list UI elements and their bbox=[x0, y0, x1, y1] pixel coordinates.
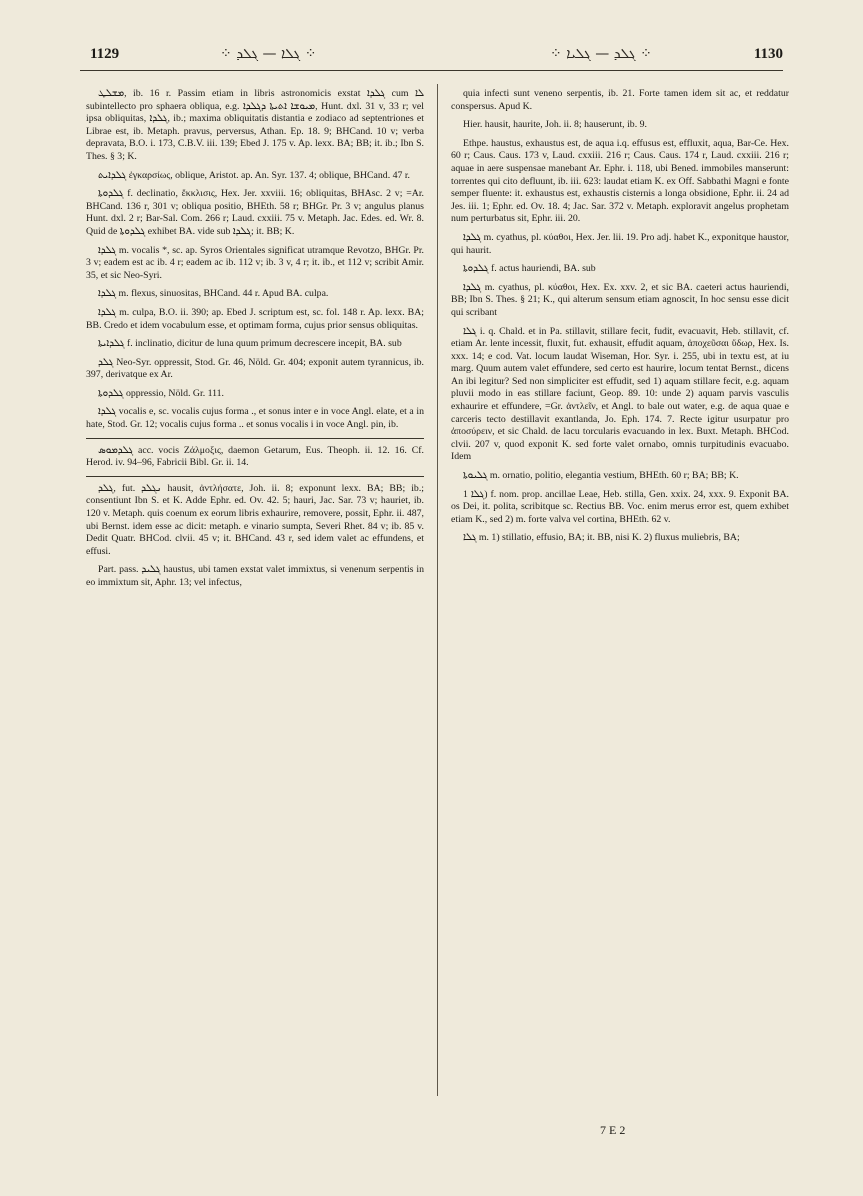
entry: ܓܠܕܐ m. culpa, B.O. ii. 390; ap. Ebed J. scriptum est, sc. fol. 148 r. Ap. lexx. BA; BB. Credo et idem vocabulum esse, et optimam forma, cujus prior sensus obliquitas. bbox=[86, 306, 424, 331]
left-page-number: 1129 bbox=[90, 46, 120, 62]
left-running-head: ⁘ ܓܠܐ — ܓܠܕ ⁘ bbox=[220, 46, 317, 62]
column-divider bbox=[437, 84, 438, 1096]
entry: Ethpe. haustus, exhaustus est, de aqua i.q. effusus est, effluxit, aqua, Bar-Ce. Hex. 60 r; Caus. Caus. 173 v, Laud. cxxiii. 216 r; Caus. Caus. 174 r, Laud. cxxiii. 216 r; aquae in aere suspensae manebant Ar. Ephr. i. 118, ubi Bened. immobiles manserunt: torrentes qui cito defluunt, ib. iii. 623: laudat etiam K. ex Off. Sabbathi Magni e fonte semper fluente: it. exhaustus est, exhaustis cisternis a longa obsidione, Ephr. ii. 24 ad Jes. iii. 1; Ephr. ed. Ov. 18. 4; Jac. Sar. 372 v. Metaph. exploravit angelus prophetam num perturbatus sit, Ephr. iii. 20. bbox=[451, 137, 789, 225]
entry: ܓܠܐ 1) f. nom. prop. ancillae Leae, Heb. stilla, Gen. xxix. 24, xxx. 9. Exponit BA. os Dei, it. polita, scribitque sc. Rectius BB. Voc. enim merus error est, quem exhibet etiam K., sed 2) m. forte valva vel cortina, BHEth. 62 v. bbox=[451, 488, 789, 525]
entry: ܓܠܕ Neo-Syr. oppressit, Stod. Gr. 46, Nöld. Gr. 404; exponit autem tyrannicus, ib. 397, derivatque ex Ar. bbox=[86, 356, 424, 381]
right-column bbox=[451, 88, 789, 1106]
entry: ܓܠܝܘܬܐ m. ornatio, politio, elegantia vestium, BHEth. 60 r; BA; BB; K. bbox=[463, 470, 739, 482]
entry: ܓܠܕܐ vocalis e, sc. vocalis cujus forma ., et sonus inter e in voce Angl. elate, et a in hate, Stod. Gr. 12; vocalis cujus forma .. et sonus vocalis i in voce Angl. pin, ib. bbox=[86, 406, 424, 431]
section-rule bbox=[86, 438, 424, 439]
right-page-number: 1130 bbox=[753, 46, 783, 62]
entry: ܓܠܕܐ m. vocalis *, sc. ap. Syros Orientales significat utramque Revotzo, BHGr. Pr. 3 v; eadem est ac ib. 4 r; eadem ac ib. 112 v; ib. 3 v, 4 r; it. ib., et 112 v; scribit Amir. 35, et sic Neo-Syri. bbox=[86, 244, 424, 281]
right-running-head: ⁘ ܓܠܕ — ܓܠܝܐ ⁘ bbox=[550, 46, 652, 62]
entry: ܓܠܕ, fut. ܢܓܠܕ hausit, ἀντλήσατε, Joh. ii. 8; exponunt lexx. BA; BB; ib.; consentiunt Ibn S. et K. Adde Ephr. ed. Ov. 42. 5; hauri, Jac. Sar. 73 v; hauriet, ib. 120 v. Metaph. quis coenum ex eorum libris exhaurire, removere, possit, Ephr. ii. 487, ubi Bernst. idem esse ac dicit: metaph. e vinario sumpta, Severi Rhet. 84 v; ib. 85 v. Dedit Quatr. BHCod. clvii. 45 v; it. BHCand. 43 r, sed idem valet ac effundens, et effusi. bbox=[86, 482, 424, 557]
entry: ܓܠܕܐ m. flexus, sinuositas, BHCand. 44 r. Apud BA. culpa. bbox=[98, 288, 329, 300]
entry: ܓܠܐ i. q. Chald. et in Pa. stillavit, stillare fecit, fudit, evacuavit, Heb. stillavit, cf. etiam Ar. lente incessit, fluxit, fut. exhausit, effudit aquam, ἀποχεῦσαι ὕδωρ, Hex. Is. xxx. 14; e cod. Vat. locum laudat Wiseman, Hor. Syr. i. 255, ubi in textu est, at iu marg. Quum autem valet effundere, sed certo est haurire, locum tentat Bernst., dicens An ibi legitur? Sed non simpliciter est effudit, sed 1) aquam stillare fecit, e.g. aquam pluvii modo in eas stillare faciunt, Geop. 89. 10: unde 2) aquam parvis vasculis exhaurire et effundere, =Gr. ἀντλεῖν, et Angl. to bale out water, e.g. de aqua quae e carceris tecto destillavit exantlanda, Jo. Eph. 174. 7. Recte igitur usurpatur pro ἀποσύρειν, et sic Chald. de lacu torcularis evacuando in lex. Buxt. Metaph. BHCod. clvii. 207 v, quod exponit K. sed forte valet ornabo, omnis turpitudinis evacuabo. Idem bbox=[451, 325, 789, 463]
entry: ܡܫܠܛ, ib. 16 r. Passim etiam in libris astronomicis exstat ܓܠܕܐ cum ܠܐ subintellecto pro sphaera obliqua, e.g. ܡܝܘܫܐ ܐܬܝܬܐ ܕܓܠܕܐ, Hunt. dxl. 31 v, 33 r; vel ipsa obliquitas, ܓܠܕܐ, ib.; maxima obliquitatis distantia e zodiaco ad septentriones et Librae est, ib. Metaph. pravus, perversus, Athan. Ep. 18. 9; BHCand. 10 v; verba depravata, B.O. i. 173, C.B.V. iii. 139; Ebed J. 175 v. Ap. lexx. BA; BB; it. ib.; Ibn S. Thes. § 3; K. bbox=[86, 88, 424, 162]
entry: ܓܠܕܘܬܐ f. actus hauriendi, BA. sub bbox=[463, 263, 596, 275]
entry: Part. pass. ܓܠܝܕ haustus, ubi tamen exstat valet immixtus, si venenum serpentis in eo immixtum sit, Aphr. 13; vel infectus, bbox=[86, 564, 424, 588]
entry: quia infecti sunt veneno serpentis, ib. 21. Forte tamen idem sit ac, et reddatur conspersus. Apud K. bbox=[451, 88, 789, 112]
entry: Hier. hausit, haurite, Joh. ii. 8; hauserunt, ib. 9. bbox=[463, 119, 647, 131]
footnote-entry: ܓܠܕܡܘܣ acc. vocis Ζάλμοξις, daemon Getarum, Eus. Theoph. ii. 12. 16. Cf. Herod. iv. 94–96, Fabricii Bibl. Gr. ii. 14. bbox=[86, 444, 424, 469]
entry: ܓܠܕܐ m. cyathus, pl. κύαθοι, Hex. Ex. xxv. 2, et sic BA. caeteri actus hauriendi, BB; Ibn S. Thes. § 21; K., qui alterum sensum etiam agnoscit, In hoc sensu esse dicit qui scribant bbox=[451, 281, 789, 318]
entry: ܓܠܕܘܬܐ oppressio, Nöld. Gr. 111. bbox=[98, 387, 225, 399]
signature-mark: 7 E 2 bbox=[600, 1123, 626, 1137]
section-rule bbox=[86, 476, 424, 477]
page-header bbox=[80, 44, 783, 68]
entry: ܓܠܐ m. 1) stillatio, effusio, BA; it. BB, nisi K. 2) fluxus muliebris, BA; bbox=[463, 532, 740, 544]
entry: ܓܠܕܐܝܬ ἐγκαρσίως, oblique, Aristot. ap. An. Syr. 137. 4; oblique, BHCand. 47 r. bbox=[98, 169, 411, 181]
entry: ܓܠܕܐܝܬܐ f. inclinatio, dicitur de luna quum primum decrescere incepit, BA. sub bbox=[98, 338, 402, 350]
header-rule bbox=[80, 70, 783, 71]
left-column bbox=[86, 88, 424, 1106]
entry: ܓܠܕܘܬܐ f. declinatio, ἔκκλισις, Hex. Jer. xxviii. 16; obliquitas, BHAsc. 2 v; =Ar. BHCand. 136 r, 301 v; obliqua positio, BHEth. 58 r; BHGr. Pr. 3 v; angulus planus Hunt. dxl. 2 r; Bar-Sal. Com. 266 r; Laud. cxxiii. 75 v. Metaph. Jac. Edes. ed. Wr. 8. Quid de ܓܠܕܘܬܐ exhibet BA. vide sub ܓܠܕܐ; it. BB; K. bbox=[86, 188, 424, 237]
entry: ܓܠܕܐ m. cyathus, pl. κύαθοι, Hex. Jer. lii. 19. Pro adj. habet K., exponitque haustor, qui haurit. bbox=[451, 231, 789, 256]
